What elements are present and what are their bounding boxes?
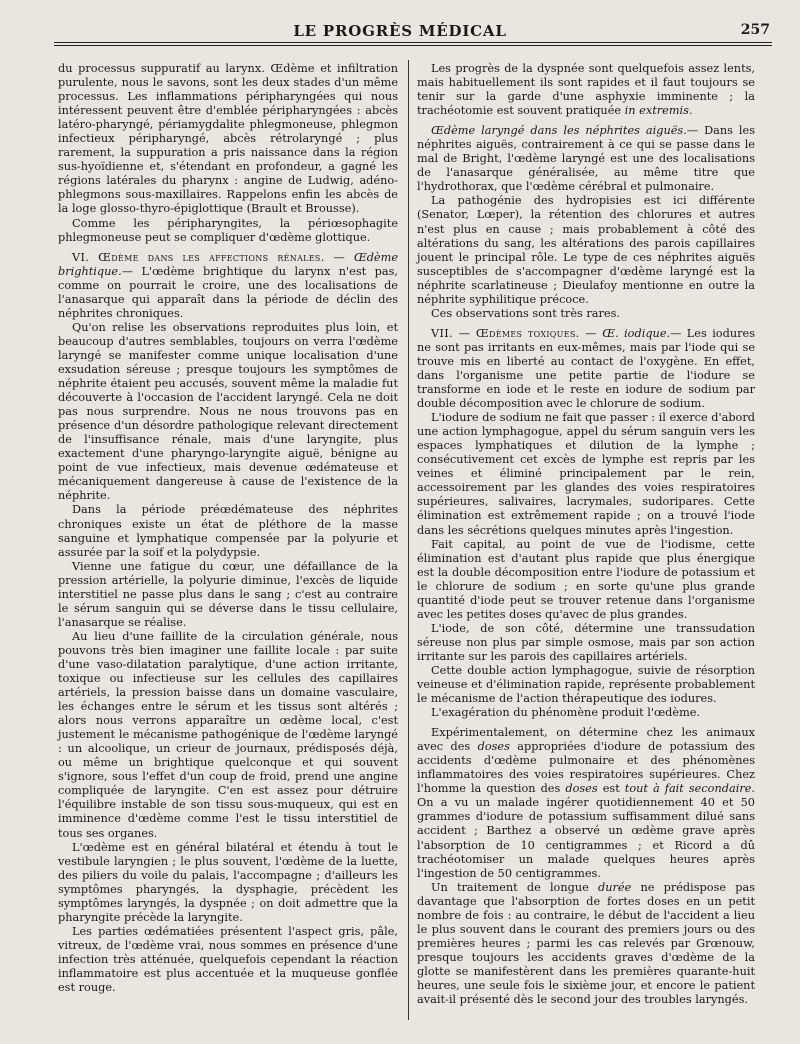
italic-text: doses	[565, 782, 598, 796]
paragraph: Vienne une fatigue du cœur, une défaillance de la pression artérielle, la polyurie diminue, l'excès de liquide interstitiel ne passe plus dans le sang ; c'est au contraire le sérum sanguin qui se déverse dans le tissu cellulaire, l'anasarque se réalise.	[58, 559, 398, 629]
column-divider	[408, 60, 409, 1020]
paragraph-text: — Dans les néphrites aiguës, contrairement à ce qui se passe dans le mal de Bright, l'œdème laryngé est une des localisations de l'anasarque généralisée, au même titre que l'hydrothorax, que l'œdème cérébral et pulmonaire.	[417, 124, 755, 194]
page-header	[0, 0, 800, 40]
paragraph-text: — Les iodures ne sont pas irritants en eux-mêmes, mais par l'iode qui se trouve mis en liberté au contact de l'oxygène. En effet, dans l'organisme une petite partie de l'iodure se transforme en iode et le reste en iodure de sodium par double décomposition avec le chlorure de sodium.	[417, 326, 755, 411]
header-rule-thin	[54, 45, 772, 46]
page-number: 257	[740, 22, 770, 38]
journal-title: LE PROGRÈS MÉDICAL	[293, 22, 507, 40]
right-column	[417, 62, 755, 1007]
subsection-paragraph	[417, 124, 755, 194]
section-heading-paragraph	[58, 251, 398, 321]
paragraph-text: Les progrès de la dyspnée sont quelquefois assez lents, mais habituellement ils sont rapides et il faut toujours se tenir sur la garde d'une asphyxie imminente ; la trachéotomie est souvent pratiquée	[417, 62, 755, 118]
paragraph	[417, 881, 755, 1007]
subsection-title: Œdème laryngé dans les néphrites aiguës.	[431, 124, 687, 138]
paragraph: Comme les péripharyngites, la périœsophagite phlegmoneuse peut se compliquer d'œdème glottique.	[58, 216, 398, 244]
paragraph: Les parties œdématiées présentent l'aspect gris, pâle, vitreux, de l'œdème vrai, nous sommes en présence d'une infection très atténuée, quelquefois cependant la réaction inflammatoire est plus accentuée et la muqueuse gonflée est rouge.	[58, 924, 398, 995]
left-column	[58, 62, 398, 995]
paragraph	[417, 726, 755, 881]
paragraph	[417, 62, 755, 118]
paragraph: L'œdème est en général bilatéral et étendu à tout le vestibule laryngien ; le plus souvent, l'œdème de la luette, des piliers du voile du palais, l'accompagne ; d'ailleurs les symptômes pharyngés, la dysphagie, précèdent les symptômes laryngés, la dyspnée ; on doit admettre que la pharyngite précède la laryngite.	[58, 840, 398, 924]
paragraph-text: ne prédispose pas davantage que l'absorption de fortes doses en un petit nombre de fois : au contraire, le début de l'accident a lieu le plus souvent dans le courant des premiers jours ou des premières heures ; parmi les cas relevés par Grœnouw, presque toujours les accidents graves d'œdème de la glotte se manifestèrent dans les premières quarante-huit heures, une seule fois le sixième jour, et encore le patient avait-il présenté dès le second jour des troubles laryngés.	[417, 880, 755, 1007]
italic-text: in extremis.	[624, 104, 693, 118]
paragraph: L'iode, de son côté, détermine une transsudation séreuse non plus par simple osmose, mais par son action irritante sur les parois des capillaires artériels.	[417, 621, 755, 663]
section-heading: VI. Œdème dans les affections rénales. —	[72, 250, 346, 264]
paragraph-text: est	[602, 782, 620, 796]
paragraph: Cette double action lymphagogue, suivie de résorption veineuse et d'élimination rapide, représente probablement le mécanisme de l'action thérapeutique des iodures.	[417, 663, 755, 706]
section-subtitle: Œdème brightique.	[58, 250, 399, 278]
paragraph: du processus suppuratif au larynx. Œdème et infiltration purulente, nous le savons, sont les deux stades d'un même processus. Les inflammations péripharyngées qui nous intéressent peuvent être d'emblée péripharyngées : abcès latéro-pharyngé, périamygdalite phlegmoneuse, phlegmon infectieux péripharyngé, abcès rétrolaryngé ; plus rarement, la suppuration a pris naissance dans la région sus-hyoïdienne et, s'étendant en profondeur, a gagné les régions latérales du pharynx : angine de Ludwig, adéno-phlegmons sous-maxillaires. Rappelons enfin les abcès de la loge glosso-thyro-épiglottique (Brault et Brousse).	[58, 62, 398, 216]
section-heading-paragraph	[417, 327, 755, 411]
section-heading: VII. — Œdèmes toxiques. —	[431, 326, 597, 340]
italic-text: tout à fait secondaire.	[624, 782, 756, 796]
paragraph: L'iodure de sodium ne fait que passer : il exerce d'abord une action lymphagogue, appel du sérum sanguin vers les espaces lymphatiques et dilution de la lymphe ; consécutivement cet excès de lymphe est repris par les veines et éliminé principalement par le rein, accessoirement par les glandes des voies respiratoires supérieures, salivaires, lacrymales, sudoripares. Cette élimination est extrêmement rapide ; on a trouvé l'iode dans les sécrétions quelques minutes après l'ingestion.	[417, 411, 755, 537]
paragraph: Fait capital, au point de vue de l'iodisme, cette élimination est d'autant plus rapide que plus énergique est la double décomposition entre l'iodure de potassium et le chlorure de sodium ; en sorte qu'une plus grande quantité d'iode peut se trouver retenue dans l'organisme avec les petites doses qu'avec de plus grandes.	[417, 537, 755, 621]
italic-text: doses	[477, 740, 510, 754]
section-subtitle: Œ. iodique.	[602, 326, 671, 340]
paragraph: Dans la période préœdémateuse des néphrites chroniques existe un état de pléthore de la masse sanguine et lymphatique compensée par la polyurie et assurée par la soif et la polydypsie.	[58, 503, 398, 559]
paragraph: Ces observations sont très rares.	[431, 306, 620, 320]
paragraph: Qu'on relise les observations reproduites plus loin, et beaucoup d'autres semblables, toujours on verra l'œdème laryngé se manifester comme unique localisation d'une exsudation séreuse ; presque toujours les symptômes de néphrite étaient peu accusés, souvent même la maladie fut découverte à l'occasion de l'accident laryngé. Cela ne doit pas nous surprendre. Nous ne nous trouvons pas en présence d'un désordre pathologique relevant directement de l'insuffisance rénale, mais d'une laryngite, plus exactement d'une pharyngo-laryngite aiguë, bénigne au point de vue infectieux, mais devenue œdémateuse et mécaniquement dangereuse à cause de l'existence de la néphrite.	[58, 320, 398, 503]
italic-text: durée	[598, 880, 632, 894]
paragraph: L'exagération du phénomène produit l'œdème.	[431, 706, 701, 720]
paragraph: La pathogénie des hydropisies est ici différente (Senator, Lœper), la rétention des chlorures et autres n'est plus en cause ; mais probablement à côté des altérations du sang, les altérations des parois capillaires jouent le principal rôle. Le type de ces néphrites aiguës susceptibles de s'accompagner d'œdème laryngé est la néphrite scarlatineuse ; Dieulafoy mentionne en outre la néphrite syphilitique précoce.	[417, 194, 755, 306]
paragraph-text: — L'œdème brightique du larynx n'est pas, comme on pourrait le croire, une des localisations de l'anasarque qui apparaît dans la période de déclin des néphrites chroniques.	[58, 264, 398, 320]
paragraph-text: On a vu un malade ingérer quotidiennement 40 et 50 grammes d'iodure de potassium suffisamment dilué sans accident ; Barthez a observé un œdème grave après l'absorption de 10 centigrammes ; et Ricord a dû trachéotomiser un malade quelques heures après l'ingestion de 50 centigrammes.	[417, 796, 755, 880]
paragraph-text: appropriées d'iodure de potassium des accidents d'œdème pulmonaire et des phénomènes inflammatoires des voies respiratoires supérieures. Chez l'homme la question des	[417, 740, 756, 796]
header-rule	[54, 42, 772, 43]
paragraph-text: Expérimentalement, on détermine chez les animaux avec des	[417, 726, 755, 754]
paragraph-text: Un traitement de longue	[431, 880, 589, 894]
paragraph: Au lieu d'une faillite de la circulation générale, nous pouvons très bien imaginer une faillite locale : par suite d'une vaso-dilatation paralytique, d'une action irritante, toxique ou infectieuse sur les cellules des capillaires artériels, la pression baisse dans un domaine vasculaire, les échanges entre le sérum et les tissus sont altérés ; alors nous verrons apparaître un œdème local, c'est justement le mécanisme pathogénique de l'œdème laryngé : un alcoolique, un crieur de journaux, prédisposés déjà, ou même un brightique quelconque et qui souvent s'ignore, sous l'effet d'un coup de froid, prend une angine compliquée de laryngite. C'en est assez pour détruire l'équilibre instable de son tissu sous-muqueux, qui est en imminence d'œdème comme l'est le tissu interstitiel de tous ses organes.	[58, 629, 398, 840]
